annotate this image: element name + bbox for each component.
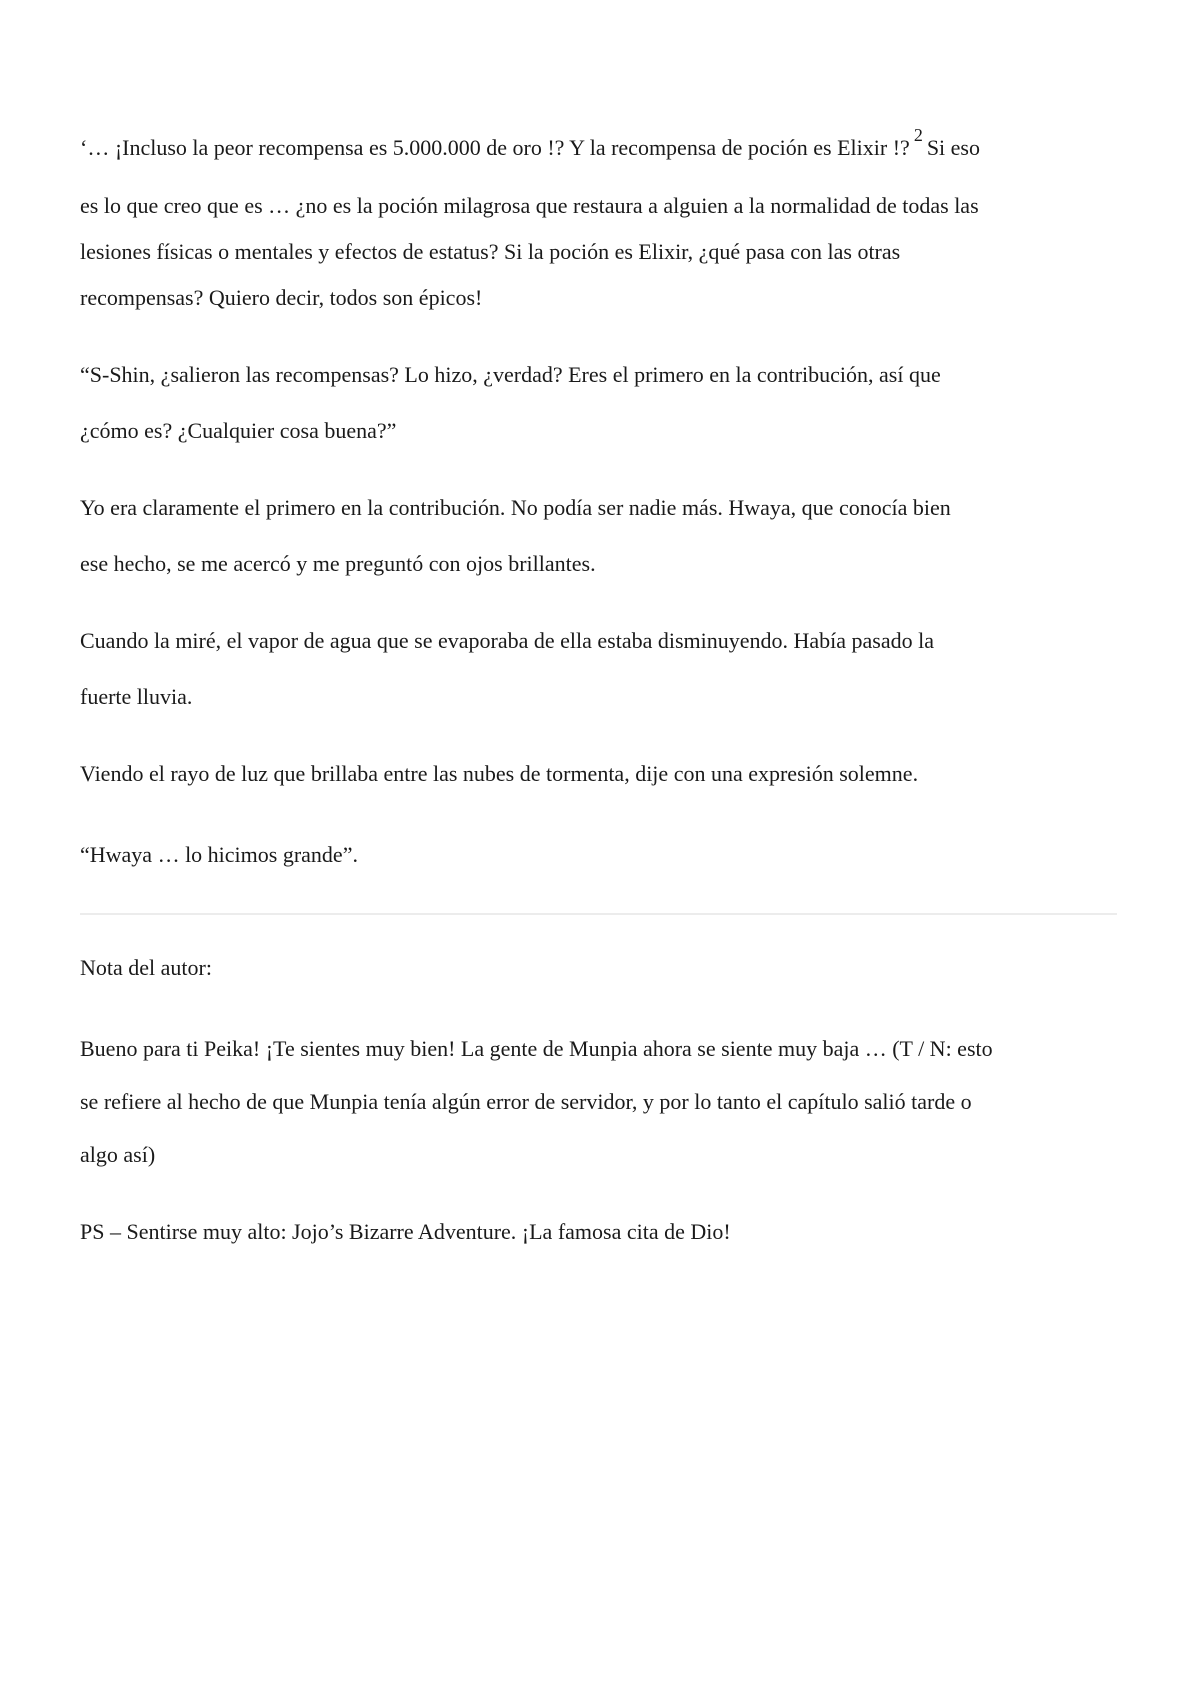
- footnote-marker: 2: [913, 125, 923, 145]
- text-line: recompensas? Quiero decir, todos son épicos!: [80, 285, 483, 310]
- text-line: ¿cómo es? ¿Cualquier cosa buena?”: [80, 418, 397, 443]
- text-line: Viendo el rayo de luz que brillaba entre las nubes de tormenta, dije con una expresión solemne.: [80, 761, 919, 786]
- text-line: PS – Sentirse muy alto: Jojo’s Bizarre Adventure. ¡La famosa cita de Dio!: [80, 1219, 731, 1244]
- text-line: “S-Shin, ¿salieron las recompensas? Lo hizo, ¿verdad? Eres el primero en la contribución, así que: [80, 362, 941, 387]
- text-line: fuerte lluvia.: [80, 684, 193, 709]
- text-line: ese hecho, se me acercó y me preguntó con ojos brillantes.: [80, 551, 596, 576]
- section-divider: [80, 913, 1117, 915]
- text-line: Nota del autor:: [80, 955, 212, 980]
- text-line: Cuando la miré, el vapor de agua que se evaporaba de ella estaba disminuyendo. Había pasado la: [80, 628, 935, 653]
- text-line: Yo era claramente el primero en la contribución. No podía ser nadie más. Hwaya, que conocía bien: [80, 495, 951, 520]
- text-segment: Si eso: [926, 135, 980, 160]
- text-line: Bueno para ti Peika! ¡Te sientes muy bien! La gente de Munpia ahora se siente muy baja … (T / N: esto: [80, 1036, 993, 1061]
- text-line: “Hwaya … lo hicimos grande”.: [80, 842, 358, 867]
- text-line: lesiones físicas o mentales y efectos de estatus? Si la poción es Elixir, ¿qué pasa con las otras: [80, 239, 901, 264]
- text-line: [80, 125, 980, 161]
- text-line: se refiere al hecho de que Munpia tenía algún error de servidor, y por lo tanto el capítulo salió tarde o: [80, 1089, 972, 1114]
- text-line: es lo que creo que es … ¿no es la poción milagrosa que restaura a alguien a la normalidad de todas las: [80, 193, 979, 218]
- text-segment: ‘… ¡Incluso la peor recompensa es 5.000.000 de oro !? Y la recompensa de poción es Elixir !?: [80, 135, 910, 160]
- text-line: algo así): [80, 1142, 156, 1167]
